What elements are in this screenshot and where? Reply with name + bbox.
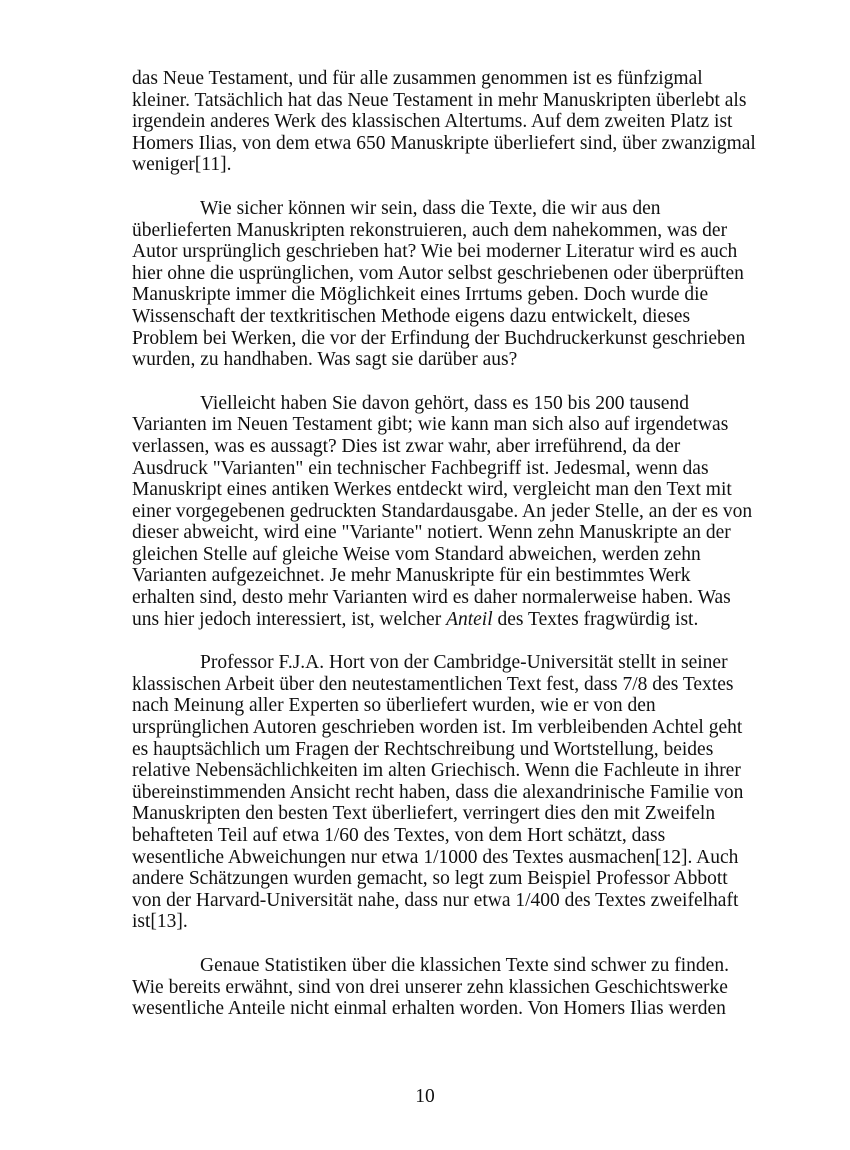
text-line: Wie bereits erwähnt, sind von drei unserer zehn klassichen Geschichtswerke bbox=[132, 976, 728, 998]
text-line: wesentliche Abweichungen nur etwa 1/1000 des Textes ausmachen[12]. Auch bbox=[132, 846, 739, 868]
paragraph-2 bbox=[132, 197, 746, 371]
text-line: ist[13]. bbox=[132, 911, 188, 933]
text-line: das Neue Testament, und für alle zusammen genommen ist es fünfzigmal bbox=[132, 68, 703, 89]
text-line: Genaue Statistiken über die klassichen Texte sind schwer zu finden. bbox=[200, 954, 729, 976]
text-line: übereinstimmenden Ansicht recht haben, dass die alexandrinische Familie von bbox=[132, 781, 744, 803]
text-line: Manuskripte immer die Möglichkeit eines Irrtums geben. Doch wurde die bbox=[132, 284, 709, 306]
page-number: 10 bbox=[415, 1086, 435, 1107]
text-segment: des Textes fragwürdig ist. bbox=[492, 608, 699, 630]
text-line: Wissenschaft der textkritischen Methode eigens dazu entwickelt, dieses bbox=[132, 305, 691, 327]
text-line: ursprünglichen Autoren geschrieben worden ist. Im verbleibenden Achtel geht bbox=[132, 717, 743, 739]
text-line: Autor ursprünglich geschrieben hat? Wie bei moderner Literatur wird es auch bbox=[132, 241, 738, 263]
text-line: überlieferten Manuskripten rekonstruieren, auch dem nahekommen, was der bbox=[132, 219, 728, 241]
text-line: Professor F.J.A. Hort von der Cambridge-Universität stellt in seiner bbox=[200, 652, 728, 674]
text-line: Wie sicher können wir sein, dass die Texte, die wir aus den bbox=[200, 197, 661, 219]
paragraph-3 bbox=[132, 392, 753, 631]
text-line: erhalten sind, desto mehr Varianten wird es daher normalerweise haben. Was bbox=[132, 587, 731, 609]
text-line: Problem bei Werken, die vor der Erfindung der Buchdruckerkunst geschrieben bbox=[132, 327, 746, 349]
text-line: wurden, zu handhaben. Was sagt sie darüber aus? bbox=[132, 349, 518, 371]
text-line: es hauptsächlich um Fragen der Rechtschreibung und Wortstellung, beides bbox=[132, 738, 714, 760]
text-line: Varianten aufgezeichnet. Je mehr Manuskripte für ein bestimmtes Werk bbox=[132, 565, 691, 587]
text-line: Vielleicht haben Sie davon gehört, dass es 150 bis 200 tausend bbox=[200, 392, 689, 414]
text-line: weniger[11]. bbox=[132, 154, 232, 176]
text-line: Manuskripten den besten Text überliefert, verringert dies den mit Zweifeln bbox=[132, 803, 716, 825]
text-line: Varianten im Neuen Testament gibt; wie kann man sich also auf irgendetwas bbox=[132, 414, 729, 436]
text-segment: uns hier jedoch interessiert, ist, welcher bbox=[132, 608, 447, 630]
paragraph-1 bbox=[132, 68, 756, 176]
text-line: behafteten Teil auf etwa 1/60 des Textes, von dem Hort schätzt, dass bbox=[132, 825, 666, 846]
text-line: kleiner. Tatsächlich hat das Neue Testament in mehr Manuskripten überlebt als bbox=[132, 89, 747, 111]
text-line: von der Harvard-Universität nahe, dass nur etwa 1/400 des Textes zweifelhaft bbox=[132, 889, 739, 911]
text-line: klassischen Arbeit über den neutestamentlichen Text fest, dass 7/8 des Textes bbox=[132, 673, 734, 695]
text-line: andere Schätzungen wurden gemacht, so legt zum Beispiel Professor Abbott bbox=[132, 868, 728, 890]
emphasized-word: Anteil bbox=[446, 608, 493, 630]
text-line: relative Nebensächlichkeiten im alten Griechisch. Wenn die Fachleute in ihrer bbox=[132, 760, 741, 782]
text-line: gleichen Stelle auf gleiche Weise vom Standard abweichen, werden zehn bbox=[132, 543, 701, 565]
body-text bbox=[132, 68, 756, 1042]
text-line: Ausdruck "Varianten" ein technischer Fachbegriff ist. Jedesmal, wenn das bbox=[132, 457, 709, 479]
text-line: Manuskript eines antiken Werkes entdeckt wird, vergleicht man den Text mit bbox=[132, 479, 732, 501]
text-line: verlassen, was es aussagt? Dies ist zwar wahr, aber irreführend, da der bbox=[132, 435, 681, 457]
text-line: einer vorgegebenen gedruckten Standardausgabe. An jeder Stelle, an der es von bbox=[132, 500, 753, 522]
text-line: hier ohne die usprünglichen, vom Autor selbst geschriebenen oder überprüften bbox=[132, 262, 744, 284]
paragraph-5 bbox=[132, 954, 729, 1020]
text-line-with-emphasis bbox=[132, 609, 722, 631]
text-line: irgendein anderes Werk des klassischen Altertums. Auf dem zweiten Platz ist bbox=[132, 111, 733, 133]
text-line: wesentliche Anteile nicht einmal erhalten worden. Von Homers Ilias werden bbox=[132, 998, 726, 1020]
paragraph-4 bbox=[132, 652, 744, 933]
text-line: Homers Ilias, von dem etwa 650 Manuskripte überliefert sind, über zwanzigmal bbox=[132, 132, 756, 154]
text-line: nach Meinung aller Experten so überliefert wurden, wie er von den bbox=[132, 695, 656, 717]
text-line: dieser abweicht, wird eine "Variante" notiert. Wenn zehn Manuskripte an der bbox=[132, 522, 731, 544]
